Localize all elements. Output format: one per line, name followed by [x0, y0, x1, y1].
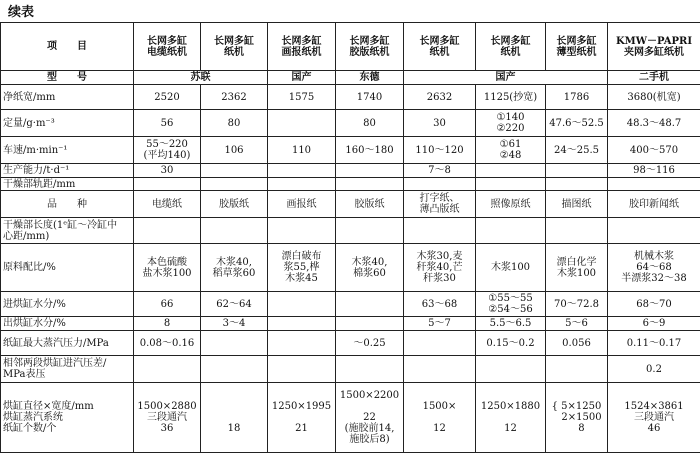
table-cell: 6～9: [608, 317, 700, 331]
table-cell: [546, 218, 608, 244]
table-cell: 5.5～6.5: [476, 317, 546, 331]
table-cell: [336, 164, 404, 178]
table-cell: 30: [134, 164, 201, 178]
table-cell: 80: [201, 110, 268, 137]
table-cell: [201, 178, 268, 191]
product-row: [1, 191, 700, 218]
row-label: 相邻两段烘缸进汽压差/ MPa表压: [1, 356, 134, 383]
table-cell: [201, 331, 268, 356]
moisture-out-row: [1, 317, 700, 331]
header-col: 长网多缸 纸机: [404, 23, 476, 71]
table-cell: 3～4: [201, 317, 268, 331]
table-cell: [201, 164, 268, 178]
row-label: 出烘缸水分/%: [1, 317, 134, 331]
table-cell: 66: [134, 292, 201, 317]
table-cell: 48.3～48.7: [608, 110, 700, 137]
header-col: 长网多缸 薄型纸机: [546, 23, 608, 71]
table-cell: 机械木浆 64～68 半漂浆32～38: [608, 244, 700, 292]
table-cell: 110: [268, 137, 336, 164]
table-cell: 漂白化学 木浆100: [546, 244, 608, 292]
table-cell: 2520: [134, 85, 201, 110]
table-cell: 木浆40, 稻草浆60: [201, 244, 268, 292]
table-cell: [134, 356, 201, 383]
header-label: 项 目: [1, 23, 134, 71]
table-cell: 5～6: [546, 317, 608, 331]
row-label: 生产能力/t·d⁻¹: [1, 164, 134, 178]
table-cell: 70～72.8: [546, 292, 608, 317]
table-cell: 二手机: [608, 71, 700, 85]
table-cell: 8: [134, 317, 201, 331]
table-cell: [336, 356, 404, 383]
table-cell: 1524×3861 三段通汽 46: [608, 383, 700, 453]
table-cell: [268, 178, 336, 191]
table-cell: 胶印新闻纸: [608, 191, 700, 218]
table-cell: 漂白破布 浆55,桦 木浆45: [268, 244, 336, 292]
table-cell: 160～180: [336, 137, 404, 164]
table-cell: 0.056: [546, 331, 608, 356]
row-label: 原料配比/%: [1, 244, 134, 292]
table-cell: 画报纸: [268, 191, 336, 218]
table-cell: [546, 356, 608, 383]
table-cell: 2632: [404, 85, 476, 110]
pressure-diff-row: [1, 356, 700, 383]
table-cell: [268, 356, 336, 383]
header-col: 长网多缸 胶版纸机: [336, 23, 404, 71]
table-cell: 1575: [268, 85, 336, 110]
dryer-span-row: [1, 178, 700, 191]
row-label: 干燥部长度(1ᵉ缸～冷缸中 心距/mm): [1, 218, 134, 244]
table-cell: [336, 178, 404, 191]
table-cell: 照像原纸: [476, 191, 546, 218]
row-label: 定量/g·m⁻³: [1, 110, 134, 137]
table-cell: 30: [404, 110, 476, 137]
table-cell: [608, 178, 700, 191]
table-cell: 3680(机宽): [608, 85, 700, 110]
table-cell: [336, 317, 404, 331]
table-cell: [476, 164, 546, 178]
table-cell: 木浆30,麦 秆浆40,芒 秆浆30: [404, 244, 476, 292]
table-cell: [268, 317, 336, 331]
table-cell: 1125(抄宽): [476, 85, 546, 110]
table-cell: [404, 218, 476, 244]
table-cell: 98～116: [608, 164, 700, 178]
table-cell: 电缆纸: [134, 191, 201, 218]
capacity-row: [1, 164, 700, 178]
table-cell: 110～120: [404, 137, 476, 164]
table-cell: [268, 218, 336, 244]
table-cell: [404, 178, 476, 191]
table-cell: [134, 178, 201, 191]
table-cell: [546, 178, 608, 191]
table-cell: 1786: [546, 85, 608, 110]
table-cell: 0.15～0.2: [476, 331, 546, 356]
table-cell: [608, 218, 700, 244]
table-cell: [476, 356, 546, 383]
table-cell: 描图纸: [546, 191, 608, 218]
row-label: 纸缸最大蒸汽压力/MPa: [1, 331, 134, 356]
table-cell: 400～570: [608, 137, 700, 164]
table-cell: 国产: [268, 71, 336, 85]
table-cell: ①55～55 ②54～56: [476, 292, 546, 317]
table-cell: 木浆100: [476, 244, 546, 292]
table-cell: 47.6～52.5: [546, 110, 608, 137]
table-cell: ①140 ②220: [476, 110, 546, 137]
table-caption: 续表: [8, 5, 35, 20]
table-cell: 7～8: [404, 164, 476, 178]
pressure-row: [1, 331, 700, 356]
table-cell: [268, 164, 336, 178]
table-cell: 1500×2200 22 (施胶前14, 施胶后8): [336, 383, 404, 453]
table-cell: 0.2: [608, 356, 700, 383]
table-cell: [336, 218, 404, 244]
table-body: [1, 23, 700, 453]
table-cell: 2362: [201, 85, 268, 110]
table-cell: [201, 218, 268, 244]
row-label: 车速/m·min⁻¹: [1, 137, 134, 164]
row-label: 干燥部轨距/mm: [1, 178, 134, 191]
table-cell: 胶版纸: [336, 191, 404, 218]
table-cell: [404, 356, 476, 383]
row-label: 型 号: [1, 71, 134, 85]
table-cell: 0.11～0.17: [608, 331, 700, 356]
table-cell: 东德: [336, 71, 404, 85]
header-col: 长网多缸 纸机: [201, 23, 268, 71]
table-cell: { 5×1250 2×1500 8: [546, 383, 608, 453]
table-cell: 0.08～0.16: [134, 331, 201, 356]
header-col: 长网多缸 纸机: [476, 23, 546, 71]
table-cell: 1740: [336, 85, 404, 110]
table-cell: 24～25.5: [546, 137, 608, 164]
width-row: [1, 85, 700, 110]
header-col: 长网多缸 电缆纸机: [134, 23, 201, 71]
table-cell: 106: [201, 137, 268, 164]
table-cell: 1250×1880 12: [476, 383, 546, 453]
table-cell: 5～7: [404, 317, 476, 331]
table-cell: 打字纸、 薄凸版纸: [404, 191, 476, 218]
table-cell: 56: [134, 110, 201, 137]
row-label: 净纸宽/mm: [1, 85, 134, 110]
table-cell: [134, 218, 201, 244]
row-label: 品 种: [1, 191, 134, 218]
table-cell: [476, 218, 546, 244]
header-row: [1, 23, 700, 71]
model-row: [1, 71, 700, 85]
furnish-row: [1, 244, 700, 292]
table-cell: 80: [336, 110, 404, 137]
table-cell: [404, 331, 476, 356]
table-cell: [546, 164, 608, 178]
dryer-length-row: [1, 218, 700, 244]
table-cell: [268, 110, 336, 137]
table-cell: [336, 292, 404, 317]
speed-row: [1, 137, 700, 164]
table-cell: ～0.25: [336, 331, 404, 356]
table-cell: 1250×1995 21: [268, 383, 336, 453]
basis-weight-row: [1, 110, 700, 137]
row-label: 进烘缸水分/%: [1, 292, 134, 317]
table-cell: 62～64: [201, 292, 268, 317]
table-cell: 木浆40, 棉浆60: [336, 244, 404, 292]
row-label: 烘缸直径×宽度/mm 烘缸蒸汽系统 纸缸个数/个: [1, 383, 134, 453]
table-cell: 本色硫酸 盐木浆100: [134, 244, 201, 292]
table-cell: [268, 292, 336, 317]
table-cell: 68～70: [608, 292, 700, 317]
specification-table: [0, 22, 700, 453]
header-col: KMW－PAPRI 夹网多缸纸机: [608, 23, 700, 71]
table-cell: [476, 178, 546, 191]
table-cell: 苏联: [134, 71, 268, 85]
cylinder-row: [1, 383, 700, 453]
table-cell: 1500×2880 三段通汽 36: [134, 383, 201, 453]
table-cell: 胶版纸: [201, 191, 268, 218]
moisture-in-row: [1, 292, 700, 317]
header-col: 长网多缸 画报纸机: [268, 23, 336, 71]
table-cell: [201, 356, 268, 383]
table-cell: 18: [201, 383, 268, 453]
table-cell: 1500× 12: [404, 383, 476, 453]
table-cell: 63～68: [404, 292, 476, 317]
table-cell: [268, 331, 336, 356]
table-cell: 国产: [404, 71, 608, 85]
table-cell: ①61 ②48: [476, 137, 546, 164]
table-cell: 55～220 (平均140): [134, 137, 201, 164]
